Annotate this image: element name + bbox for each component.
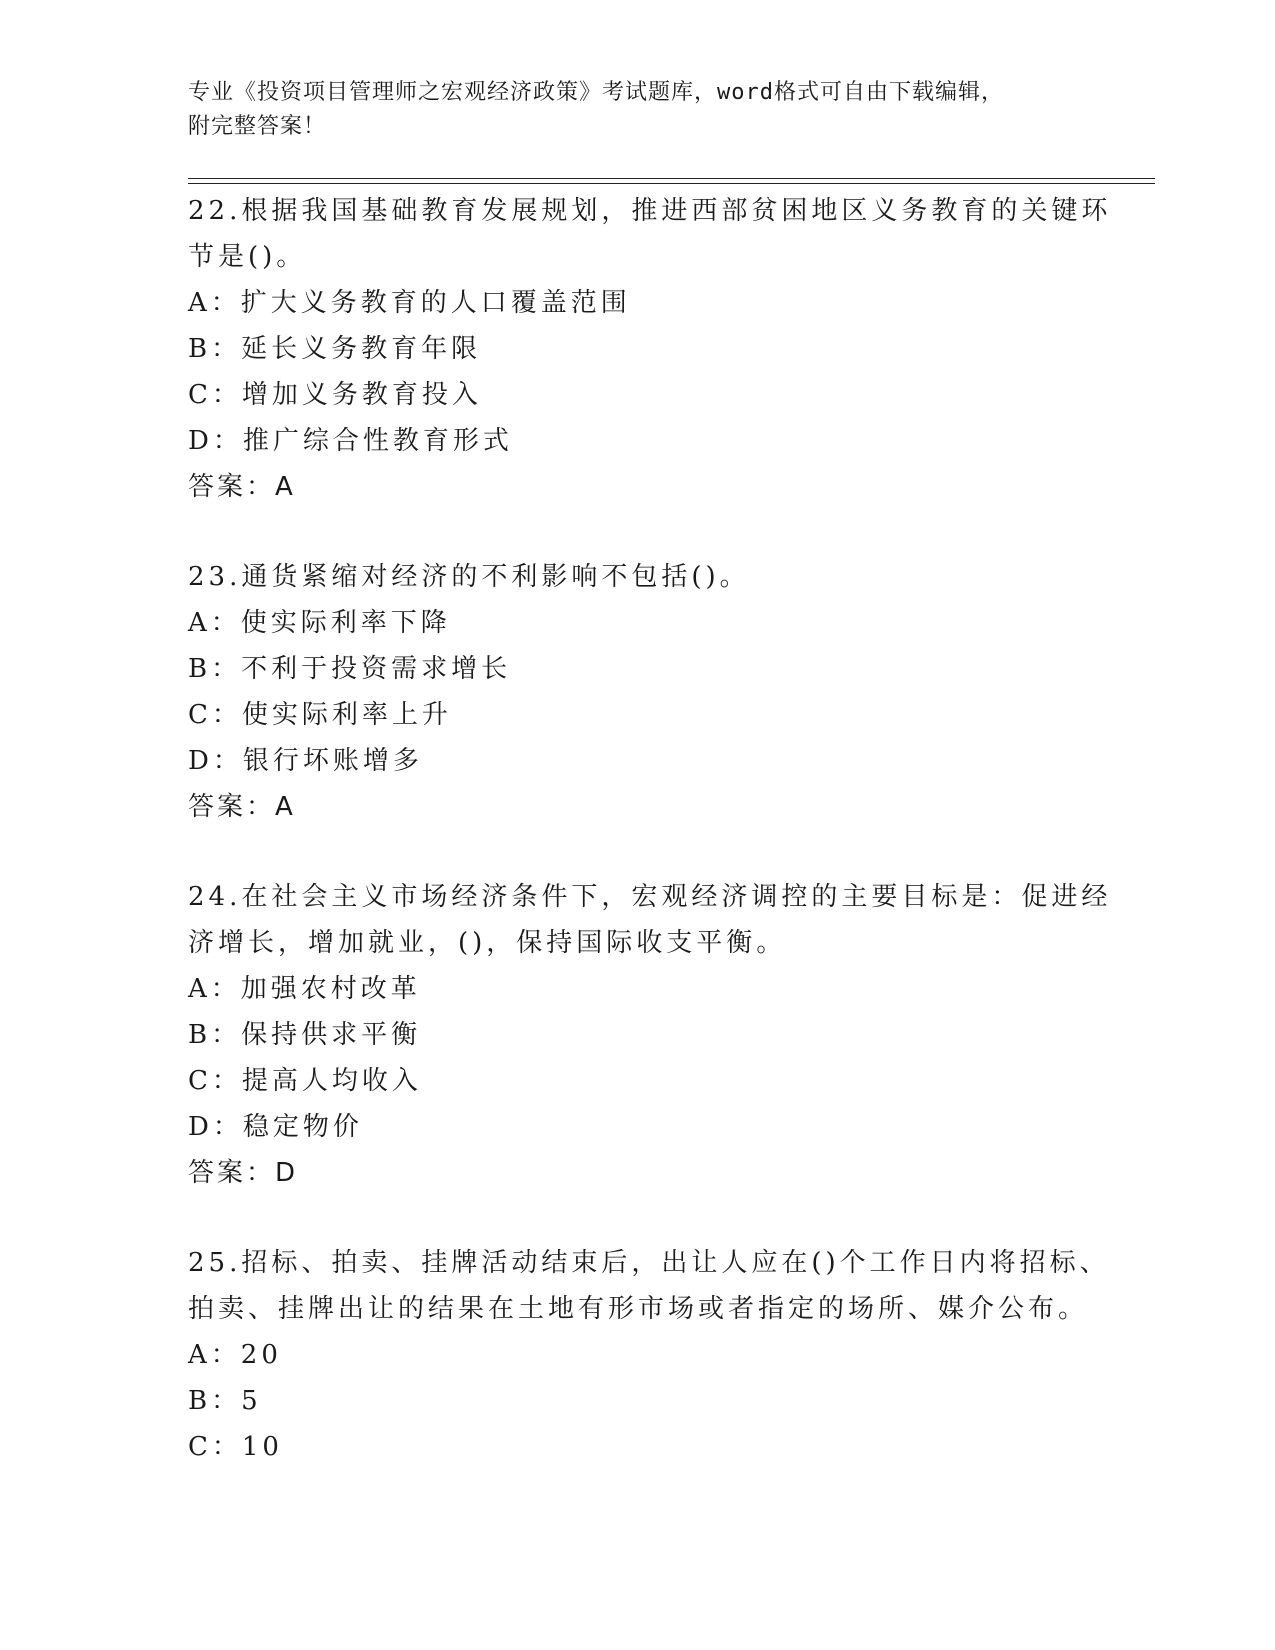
answer: 答案：A: [188, 472, 296, 502]
option-b: B：5: [188, 1386, 262, 1416]
question-text-line: 24.在社会主义市场经济条件下，宏观经济调控的主要目标是：促进经: [188, 882, 1112, 912]
option-b: B：延长义务教育年限: [188, 334, 482, 364]
option-a: A：20: [188, 1340, 282, 1370]
question-text-line: 济增长，增加就业，()，保持国际收支平衡。: [188, 928, 787, 958]
header-divider-bottom: [188, 183, 1155, 184]
question-text-line: 25.招标、拍卖、挂牌活动结束后，出让人应在()个工作日内将招标、: [188, 1248, 1110, 1278]
option-b: B：保持供求平衡: [188, 1020, 422, 1050]
question-24: [188, 874, 1112, 1196]
option-b: B：不利于投资需求增长: [188, 654, 512, 684]
header-line-1: 专业《投资项目管理师之宏观经济政策》考试题库，word格式可自由下载编辑，: [188, 80, 1004, 105]
option-c: C：提高人均收入: [188, 1066, 422, 1096]
option-a: A：扩大义务教育的人口覆盖范围: [188, 288, 631, 318]
option-a: A：使实际利率下降: [188, 608, 451, 638]
question-list: [188, 188, 1112, 1514]
answer: 答案：A: [188, 792, 296, 822]
question-text-line: 节是()。: [188, 242, 307, 272]
question-text-line: 23.通货紧缩对经济的不利影响不包括()。: [188, 562, 750, 592]
answer: 答案：D: [188, 1158, 299, 1188]
header-divider-top: [188, 178, 1155, 179]
option-d: D：推广综合性教育形式: [188, 426, 513, 456]
header-note: [188, 76, 1068, 144]
question-text-line: 拍卖、挂牌出让的结果在土地有形市场或者指定的场所、媒介公布。: [188, 1294, 1089, 1324]
question-23: [188, 554, 1088, 830]
option-d: D：稳定物价: [188, 1112, 363, 1142]
header-line-2: 附完整答案！: [188, 114, 327, 139]
option-c: C：10: [188, 1432, 283, 1462]
question-text-line: 22.根据我国基础教育发展规划，推进西部贫困地区义务教育的关键环: [188, 196, 1112, 226]
option-c: C：增加义务教育投入: [188, 380, 482, 410]
option-a: A：加强农村改革: [188, 974, 421, 1004]
question-22: [188, 188, 1112, 510]
option-d: D：银行坏账增多: [188, 746, 423, 776]
question-25: [188, 1240, 1110, 1470]
option-c: C：使实际利率上升: [188, 700, 452, 730]
